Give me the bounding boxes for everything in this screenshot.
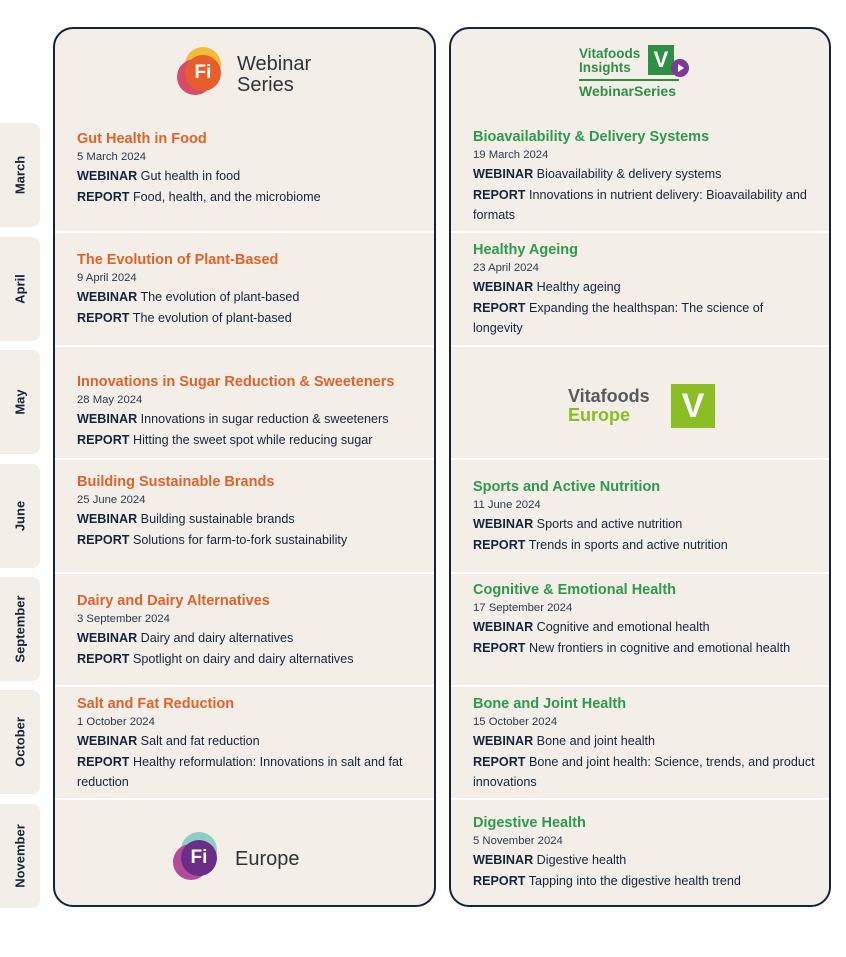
month-label: April [12,274,28,304]
vitafoods-v-mark: V [648,45,674,75]
webinar-label: WEBINAR [473,167,534,181]
webinar-entry-march [473,127,815,226]
report-label: REPORT [77,754,130,769]
report-topic: Innovations in nutrient delivery: Bioavailability and formats [473,187,807,222]
webinar-label: WEBINAR [77,290,138,304]
vitafoods-europe-logo [568,384,718,434]
report-label: REPORT [473,754,526,769]
webinar-label: WEBINAR [77,169,138,183]
webinar-entry-november [473,813,815,891]
entry-title: Dairy and Dairy Alternatives [77,593,270,609]
entry-date: 15 October 2024 [473,716,558,728]
month-tab-april [0,237,40,341]
report-label: REPORT [473,640,526,655]
entry-title: Healthy Ageing [473,242,579,258]
webinar-entry-april [77,250,420,328]
report-topic: Solutions for farm-to-fork sustainability [132,532,348,547]
report-topic: The evolution of plant-based [132,310,292,325]
report-label: REPORT [473,873,526,888]
month-label: May [12,389,28,415]
report-label: REPORT [473,187,526,202]
month-tab-september [0,577,40,681]
webinar-topic: Healthy ageing [536,280,621,294]
entry-title: Gut Health in Food [77,131,207,147]
report-topic: Expanding the healthspan: The science of longevity [473,300,764,335]
webinar-entry-march [77,129,420,207]
entry-date: 3 September 2024 [77,613,170,625]
webinar-label: WEBINAR [473,280,534,294]
fi-webinar-column [53,27,436,907]
webinar-label: WEBINAR [473,853,534,867]
fi-mark: Fi [194,62,212,83]
report-topic: New frontiers in cognitive and emotional health [528,640,791,655]
entry-title: Building Sustainable Brands [77,474,275,490]
webinar-label: WEBINAR [77,631,138,645]
entry-date: 5 November 2024 [473,835,563,847]
webinar-topic: Building sustainable brands [140,512,295,526]
report-topic: Healthy reformulation: Innovations in salt and fat reduction [77,754,403,789]
webinar-label: WEBINAR [77,412,138,426]
webinar-topic: Salt and fat reduction [140,734,260,748]
play-icon [671,59,689,77]
webinar-topic: The evolution of plant-based [140,290,300,304]
month-label: October [12,717,28,767]
month-label: November [12,824,28,888]
month-tab-june [0,464,40,568]
vitafoods-insights-webinar-series-logo [579,45,709,105]
report-label: REPORT [77,189,130,204]
logo-word-webinar: Webinar [237,53,312,75]
logo-word-series: Series [237,74,294,96]
entry-date: 9 April 2024 [77,272,137,284]
logo-word-vitafoods: Vitafoods [568,386,650,406]
webinar-label: WEBINAR [77,512,138,526]
webinar-entry-april [473,240,815,339]
entry-title: Salt and Fat Reduction [77,696,235,712]
report-topic: Hitting the sweet spot while reducing sugar [132,432,373,447]
webinar-topic: Digestive health [536,853,627,867]
entry-title: Digestive Health [473,815,586,831]
report-label: REPORT [473,300,526,315]
webinar-entry-october [77,694,420,793]
entry-date: 17 September 2024 [473,602,573,614]
webinar-topic: Gut health in food [140,169,241,183]
entry-date: 1 October 2024 [77,716,155,728]
logo-word-europe: Europe [235,848,300,870]
webinar-entry-september [473,580,815,658]
month-label: June [12,500,28,532]
webinar-topic: Bioavailability & delivery systems [536,167,722,181]
webinar-label: WEBINAR [473,734,534,748]
report-topic: Trends in sports and active nutrition [528,537,728,552]
report-label: REPORT [77,432,130,447]
webinar-entry-june [77,472,420,550]
month-label: March [12,155,28,195]
report-topic: Food, health, and the microbiome [132,189,321,204]
fi-mark: Fi [190,847,208,868]
month-tab-november [0,804,40,908]
webinar-entry-may [77,372,420,450]
fi-webinar-series-logo [177,47,327,103]
report-label: REPORT [77,310,130,325]
webinar-topic: Cognitive and emotional health [536,620,710,634]
entry-date: 28 May 2024 [77,394,143,406]
vitafoods-europe-v-mark: V [671,384,715,428]
month-tab-march [0,123,40,227]
webinar-topic: Innovations in sugar reduction & sweeteners [140,412,389,426]
month-tab-october [0,690,40,794]
entry-date: 23 April 2024 [473,262,539,274]
webinar-entry-june [473,477,815,555]
logo-word-insights: Insights [579,60,631,75]
vitafoods-webinar-column [449,27,831,907]
logo-word-europe: Europe [568,405,631,425]
webinar-topic: Dairy and dairy alternatives [140,631,294,645]
webinar-label: WEBINAR [77,734,138,748]
report-topic: Tapping into the digestive health trend [528,873,741,888]
webinar-entry-october [473,694,815,793]
entry-title: Bioavailability & Delivery Systems [473,129,710,145]
report-label: REPORT [473,537,526,552]
webinar-topic: Sports and active nutrition [536,517,683,531]
logo-word-webinar-series: WebinarSeries [579,83,677,99]
entry-title: The Evolution of Plant-Based [77,252,279,268]
entry-title: Sports and Active Nutrition [473,479,661,495]
logo-word-vitafoods: Vitafoods [579,46,641,61]
report-label: REPORT [77,651,130,666]
webinar-topic: Bone and joint health [536,734,656,748]
entry-title: Innovations in Sugar Reduction & Sweeteners [77,374,395,390]
entry-date: 5 March 2024 [77,151,147,163]
fi-europe-logo [173,832,323,886]
webinar-label: WEBINAR [473,620,534,634]
entry-date: 19 March 2024 [473,149,549,161]
entry-date: 11 June 2024 [473,499,541,511]
webinar-entry-september [77,591,420,669]
entry-date: 25 June 2024 [77,494,146,506]
report-label: REPORT [77,532,130,547]
entry-title: Cognitive & Emotional Health [473,582,677,598]
month-tab-may [0,350,40,454]
report-topic: Bone and joint health: Science, trends, and product innovations [473,754,815,789]
month-label: September [12,595,28,663]
webinar-label: WEBINAR [473,517,534,531]
report-topic: Spotlight on dairy and dairy alternatives [132,651,354,666]
entry-title: Bone and Joint Health [473,696,627,712]
